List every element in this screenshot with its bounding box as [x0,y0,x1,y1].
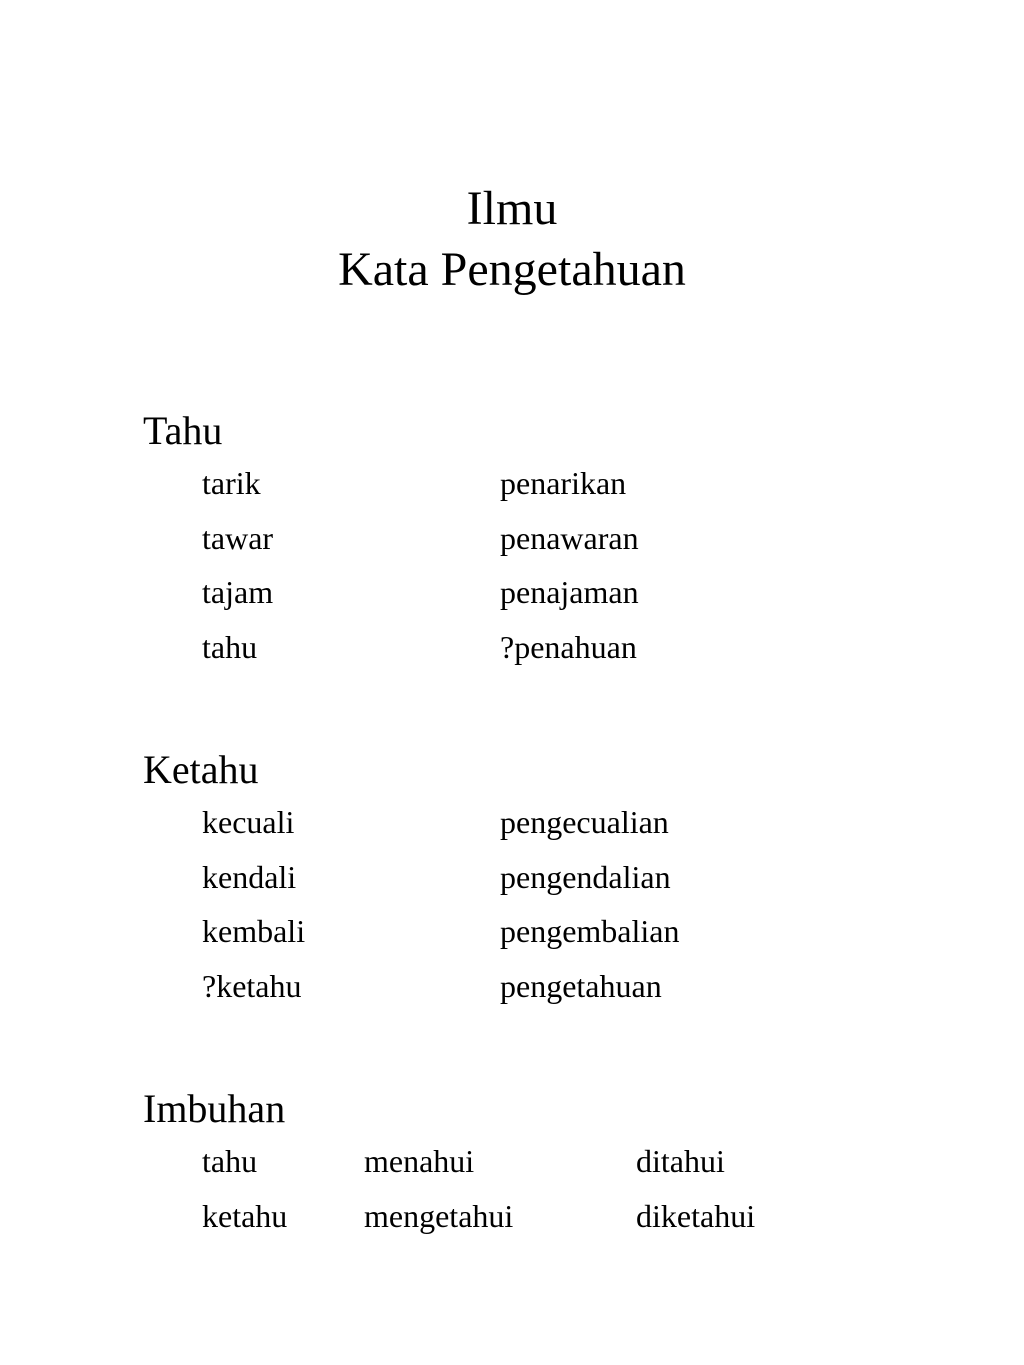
section-ketahu [143,745,943,1021]
derived-word: pengetahuan [500,968,662,1005]
root-word: tawar [202,519,274,556]
word-row [143,911,943,966]
root-word: ketahu [202,1197,288,1234]
word-row [143,518,943,573]
word-row [143,572,943,627]
root-word: kembali [202,913,306,950]
title-line-2: Kata Pengetahuan [338,243,686,296]
word-list [143,1141,943,1250]
passive-verb: ditahui [636,1143,725,1179]
derived-word: ?penahuan [500,629,637,666]
active-verb: menahui [364,1143,475,1179]
root-word: kecuali [202,804,295,840]
root-word: tarik [202,465,261,501]
word-row [143,463,943,518]
derived-word: pengendalian [500,858,671,895]
derived-word: penajaman [500,574,639,611]
word-row [143,966,943,1021]
word-list [143,802,943,1021]
derived-word: pengecualian [500,804,669,840]
derived-word: pengembalian [500,913,680,950]
word-row [143,1141,943,1196]
root-word: tajam [202,574,274,611]
section-heading: Ketahu [143,747,259,792]
root-word: tahu [202,629,258,666]
derived-word: penarikan [500,465,627,501]
section-imbuhan [143,1084,943,1250]
passive-verb: diketahui [636,1197,756,1234]
word-row [143,627,943,682]
word-row [143,802,943,857]
word-row [143,857,943,912]
root-word: tahu [202,1143,258,1179]
active-verb: mengetahui [364,1197,514,1234]
root-word: ?ketahu [202,968,302,1005]
title-line-1: Ilmu [466,182,558,235]
derived-word: penawaran [500,519,639,556]
word-list [143,463,943,682]
section-heading: Imbuhan [143,1086,286,1131]
section-tahu [143,406,943,682]
slide-title [0,178,1024,300]
root-word: kendali [202,858,297,895]
word-row [143,1196,943,1251]
section-heading: Tahu [143,408,223,453]
